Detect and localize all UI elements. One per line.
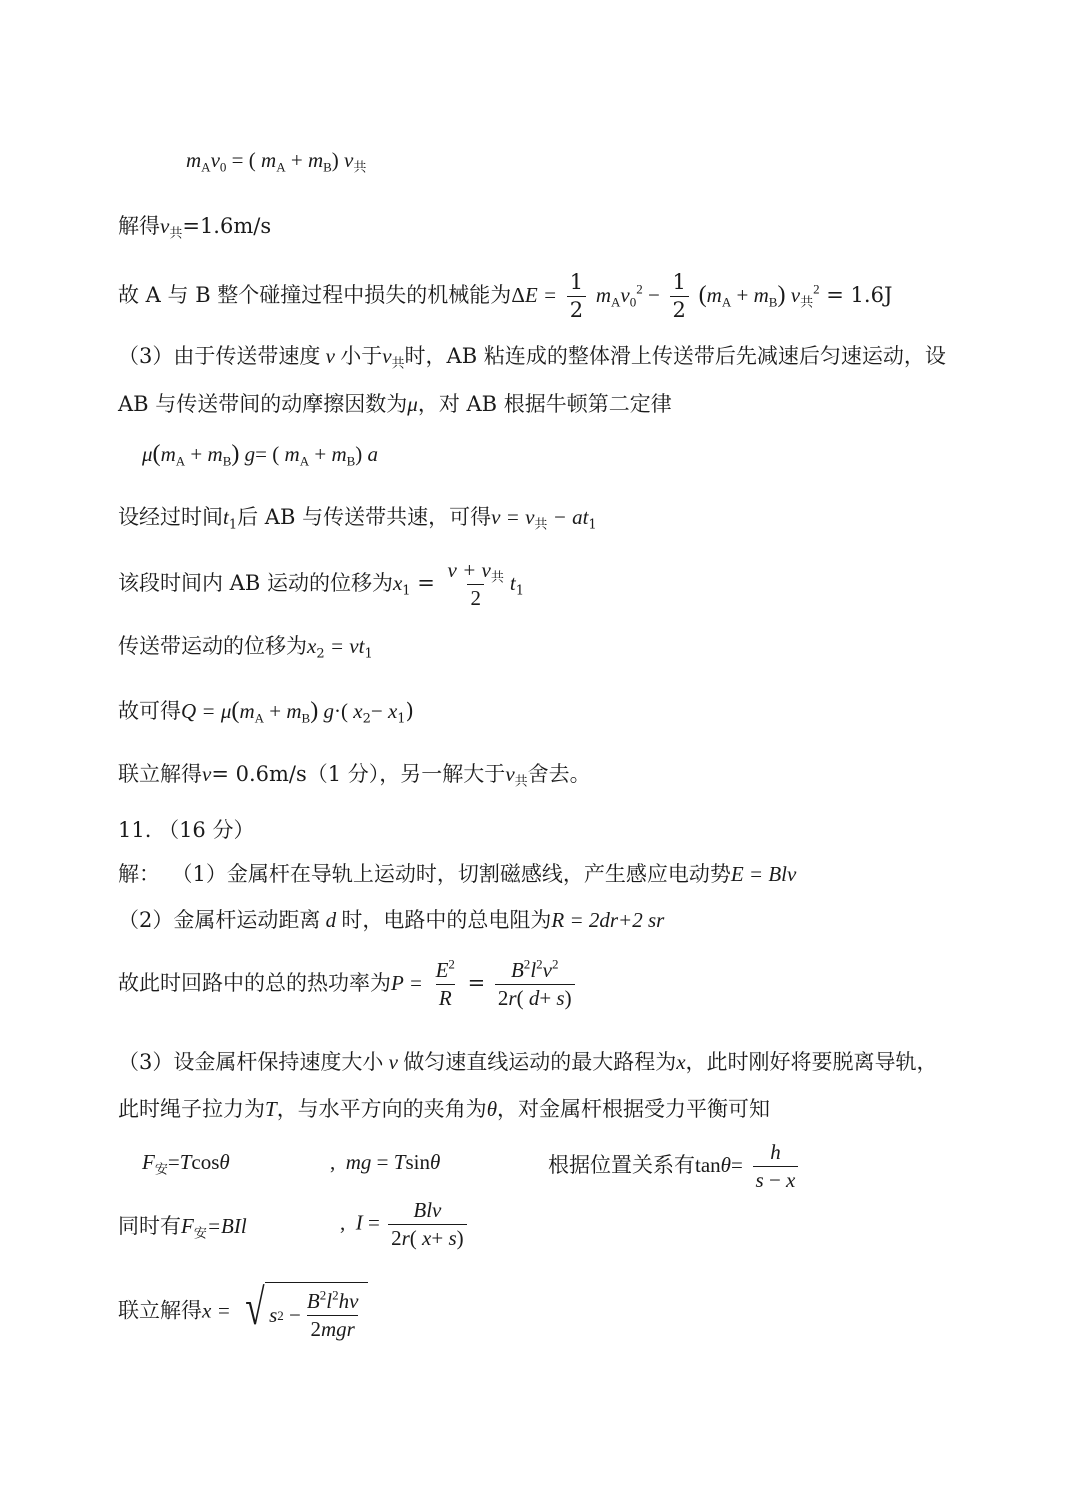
q11-power-line: 故此时回路中的总的热功率为P = $\frac{E^2}{R}$ = $\frac{B^2l^2v^2}{2r( d+ s)}$: [118, 958, 578, 1011]
square-root: √ s 2 − $\frac{B^2l^2hv}{\text{2mgr}}$: [237, 1282, 368, 1342]
part3-line2: AB 与传送带间的动摩擦因数为μ，对 AB 根据牛顿第二定律: [118, 392, 672, 416]
final-x-line: 联立解得x = √ s 2 − $\frac{B^2l^2hv}{\text{2mgr}}$: [118, 1282, 368, 1342]
q11-part3-line2: 此时绳子拉力为T，与水平方向的夹角为θ，对金属杆根据受力平衡可知: [118, 1097, 771, 1121]
fraction-half: $\frac{1}{2}$: [670, 270, 689, 323]
energy-loss-line: 故 A 与 B 整个碰撞过程中损失的机械能为ΔE = $\frac{1}{2}$ $m_Av_0^2$ − $\frac{1}{2}$ $(m_A + m_B) v_共^2 = 1.6J$: [118, 270, 893, 323]
eq-momentum: $m_Av_0$ = ( $m_A + m_B$) $v_共$: [186, 148, 367, 175]
q11-part2: （2）金属杆运动距离 d 时，电路中的总电阻为R = 2dr+2 sr: [118, 908, 665, 932]
eq-position: 根据位置关系有tanθ= $\frac{h}{s - x}$: [548, 1140, 801, 1193]
eq-force-vertical: , mg = Tsinθ: [330, 1150, 441, 1174]
solve-common-velocity: 解得$v_共=1.6m/s$: [118, 214, 272, 242]
displacement-ab: 该段时间内 AB 运动的位移为$x_1$ = $\frac{v + v_共}{2}$ $t_1$: [118, 558, 524, 611]
displacement-belt: 传送带运动的位移为$x_2 = vt_1$: [118, 634, 373, 662]
part3-line1: （3）由于传送带速度 v 小于$v_共$时，AB 粘连成的整体滑上传送带后先减速后匀速运动，设: [118, 344, 946, 372]
eq-ampere-force: 同时有$F_安=BIl$: [118, 1214, 247, 1242]
final-velocity-line: 联立解得v= 0.6m/s（1 分），另一解大于$v_共$舍去。: [118, 762, 591, 790]
q11-part3-line1: （3）设金属杆保持速度大小 v 做匀速直线运动的最大路程为x，此时刚好将要脱离导轨，: [118, 1050, 938, 1074]
eq-current: , I = $\frac{\text{Blv}}{2r( x+ s)}$: [340, 1198, 470, 1251]
fraction-half: $\frac{1}{2}$: [567, 270, 586, 323]
eq-newton: $\mu(m_A + m_B)$ g= ( $m_A + m_B$) a: [142, 440, 379, 469]
heat-line: 故可得$Q = \mu(m_A + m_B)$ g·( $x_2- x_1$): [118, 697, 414, 727]
q11-header: 11. （16 分）: [118, 818, 255, 842]
time-line: 设经过时间$t_1$后 AB 与传送带共速，可得$v = v_共 - at_1$: [118, 505, 597, 533]
q11-part1: 解： （1）金属杆在导轨上运动时，切割磁感线，产生感应电动势E = Blv: [118, 862, 797, 886]
eq-force-horizontal: $F_安=Tcos\theta$: [142, 1150, 230, 1177]
